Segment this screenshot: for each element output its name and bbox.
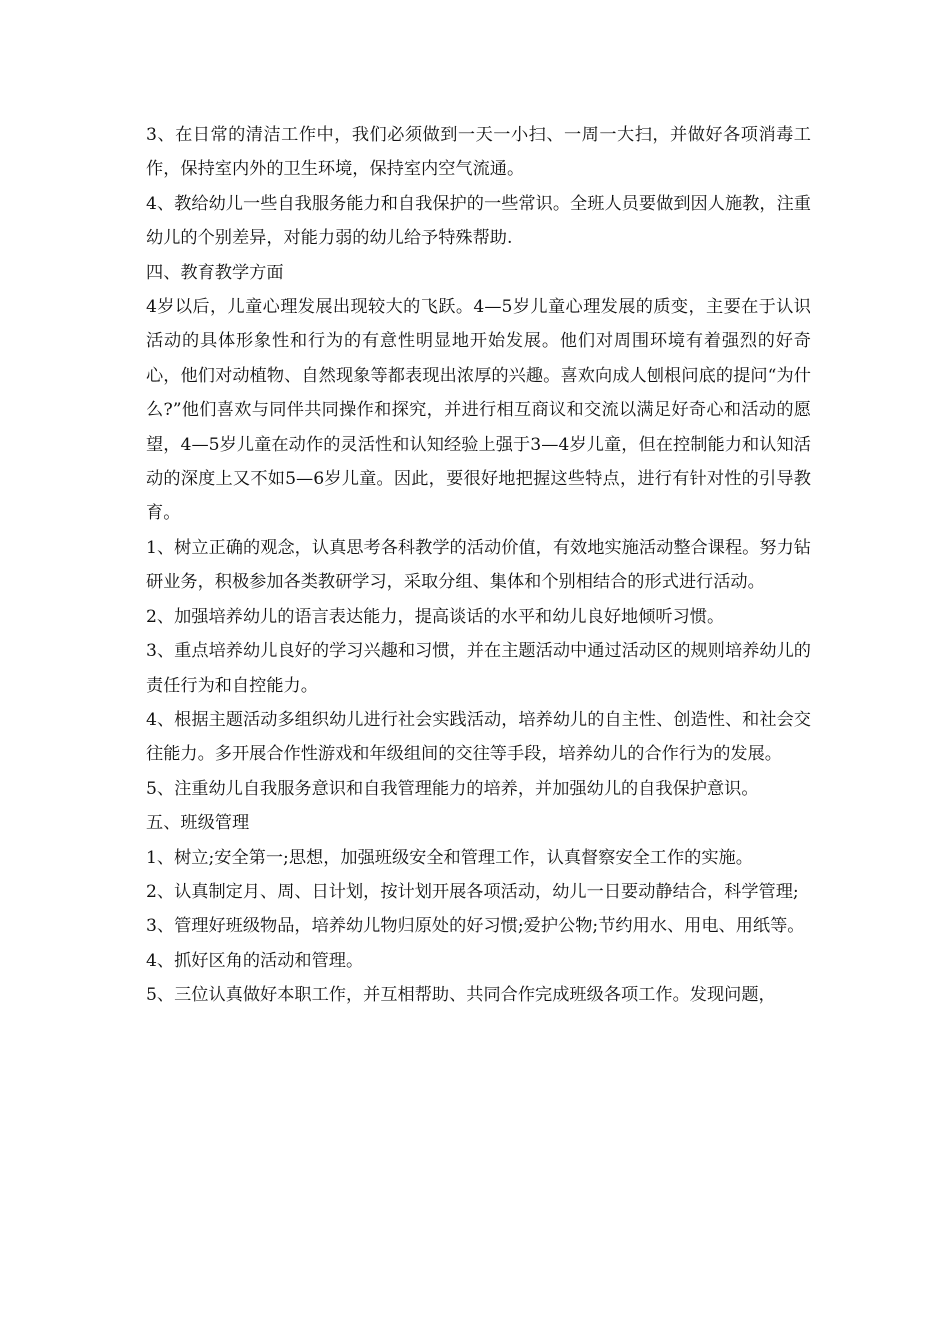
- paragraph-management-1: 1、树立;安全第一;思想，加强班级安全和管理工作，认真督察安全工作的实施。: [146, 847, 753, 868]
- section-heading-class-management: 五、班级管理: [146, 813, 250, 834]
- paragraph-management-2: 2、认真制定月、周、日计划，按计划开展各项活动，幼儿一日要动静结合，科学管理;: [146, 881, 799, 902]
- paragraph-self-care: 4、教给幼儿一些自我服务能力和自我保护的一些常识。全班人员要做到因人施教，注重幼儿的个别差异，对能力弱的幼儿给予特殊帮助.: [146, 193, 811, 249]
- paragraph-management-3: 3、管理好班级物品，培养幼儿物归原处的好习惯;爱护公物;节约用水、用电、用纸等。: [146, 916, 805, 937]
- paragraph-item-3: 3、重点培养幼儿良好的学习兴趣和习惯，并在主题活动中通过活动区的规则培养幼儿的责任行为和自控能力。: [146, 641, 811, 696]
- paragraph-item-2: 2、加强培养幼儿的语言表达能力，提高谈话的水平和幼儿良好地倾听习惯。: [146, 606, 725, 627]
- paragraph-item-1: 1、树立正确的观念，认真思考各科教学的活动价值，有效地实施活动整合课程。努力钻研业务，积极参加各类教研学习，采取分组、集体和个别相结合的形式进行活动。: [146, 537, 811, 593]
- paragraph-item-4: 4、根据主题活动多组织幼儿进行社会实践活动，培养幼儿的自主性、创造性、和社会交往能力。多开展合作性游戏和年级组间的交往等手段，培养幼儿的合作行为的发展。: [146, 709, 811, 765]
- paragraph-management-4: 4、抓好区角的活动和管理。: [146, 950, 364, 971]
- paragraph-item-5: 5、注重幼儿自我服务意识和自我管理能力的培养，并加强幼儿的自我保护意识。: [146, 778, 759, 799]
- paragraph-cleaning: 3、在日常的清洁工作中，我们必须做到一天一小扫、一周一大扫，并做好各项消毒工作，保持室内外的卫生环境，保持室内空气流通。: [146, 125, 811, 180]
- document-body: [146, 118, 811, 1013]
- paragraph-management-5: 5、三位认真做好本职工作，并互相帮助、共同合作完成班级各项工作。发现问题，: [146, 985, 776, 1006]
- paragraph-development: 4岁以后，儿童心理发展出现较大的飞跃。4—5岁儿童心理发展的质变，主要在于认识活动的具体形象性和行为的有意性明显地开始发展。他们对周围环境有着强烈的好奇心，他们对动植物、自然现象等都表现出浓厚的兴趣。喜欢向成人刨根问底的提问“为什么?”他们喜欢与同伴共同操作和探究，并进行相互商议和交流以满足好奇心和活动的愿望，4—5岁儿童在动作的灵活性和认知经验上强于3—4岁儿童，但在控制能力和认知活动的深度上又不如5—6岁儿童。因此，要很好地把握这些特点，进行有针对性的引导教育。: [146, 297, 811, 524]
- section-heading-education: 四、教育教学方面: [146, 262, 284, 283]
